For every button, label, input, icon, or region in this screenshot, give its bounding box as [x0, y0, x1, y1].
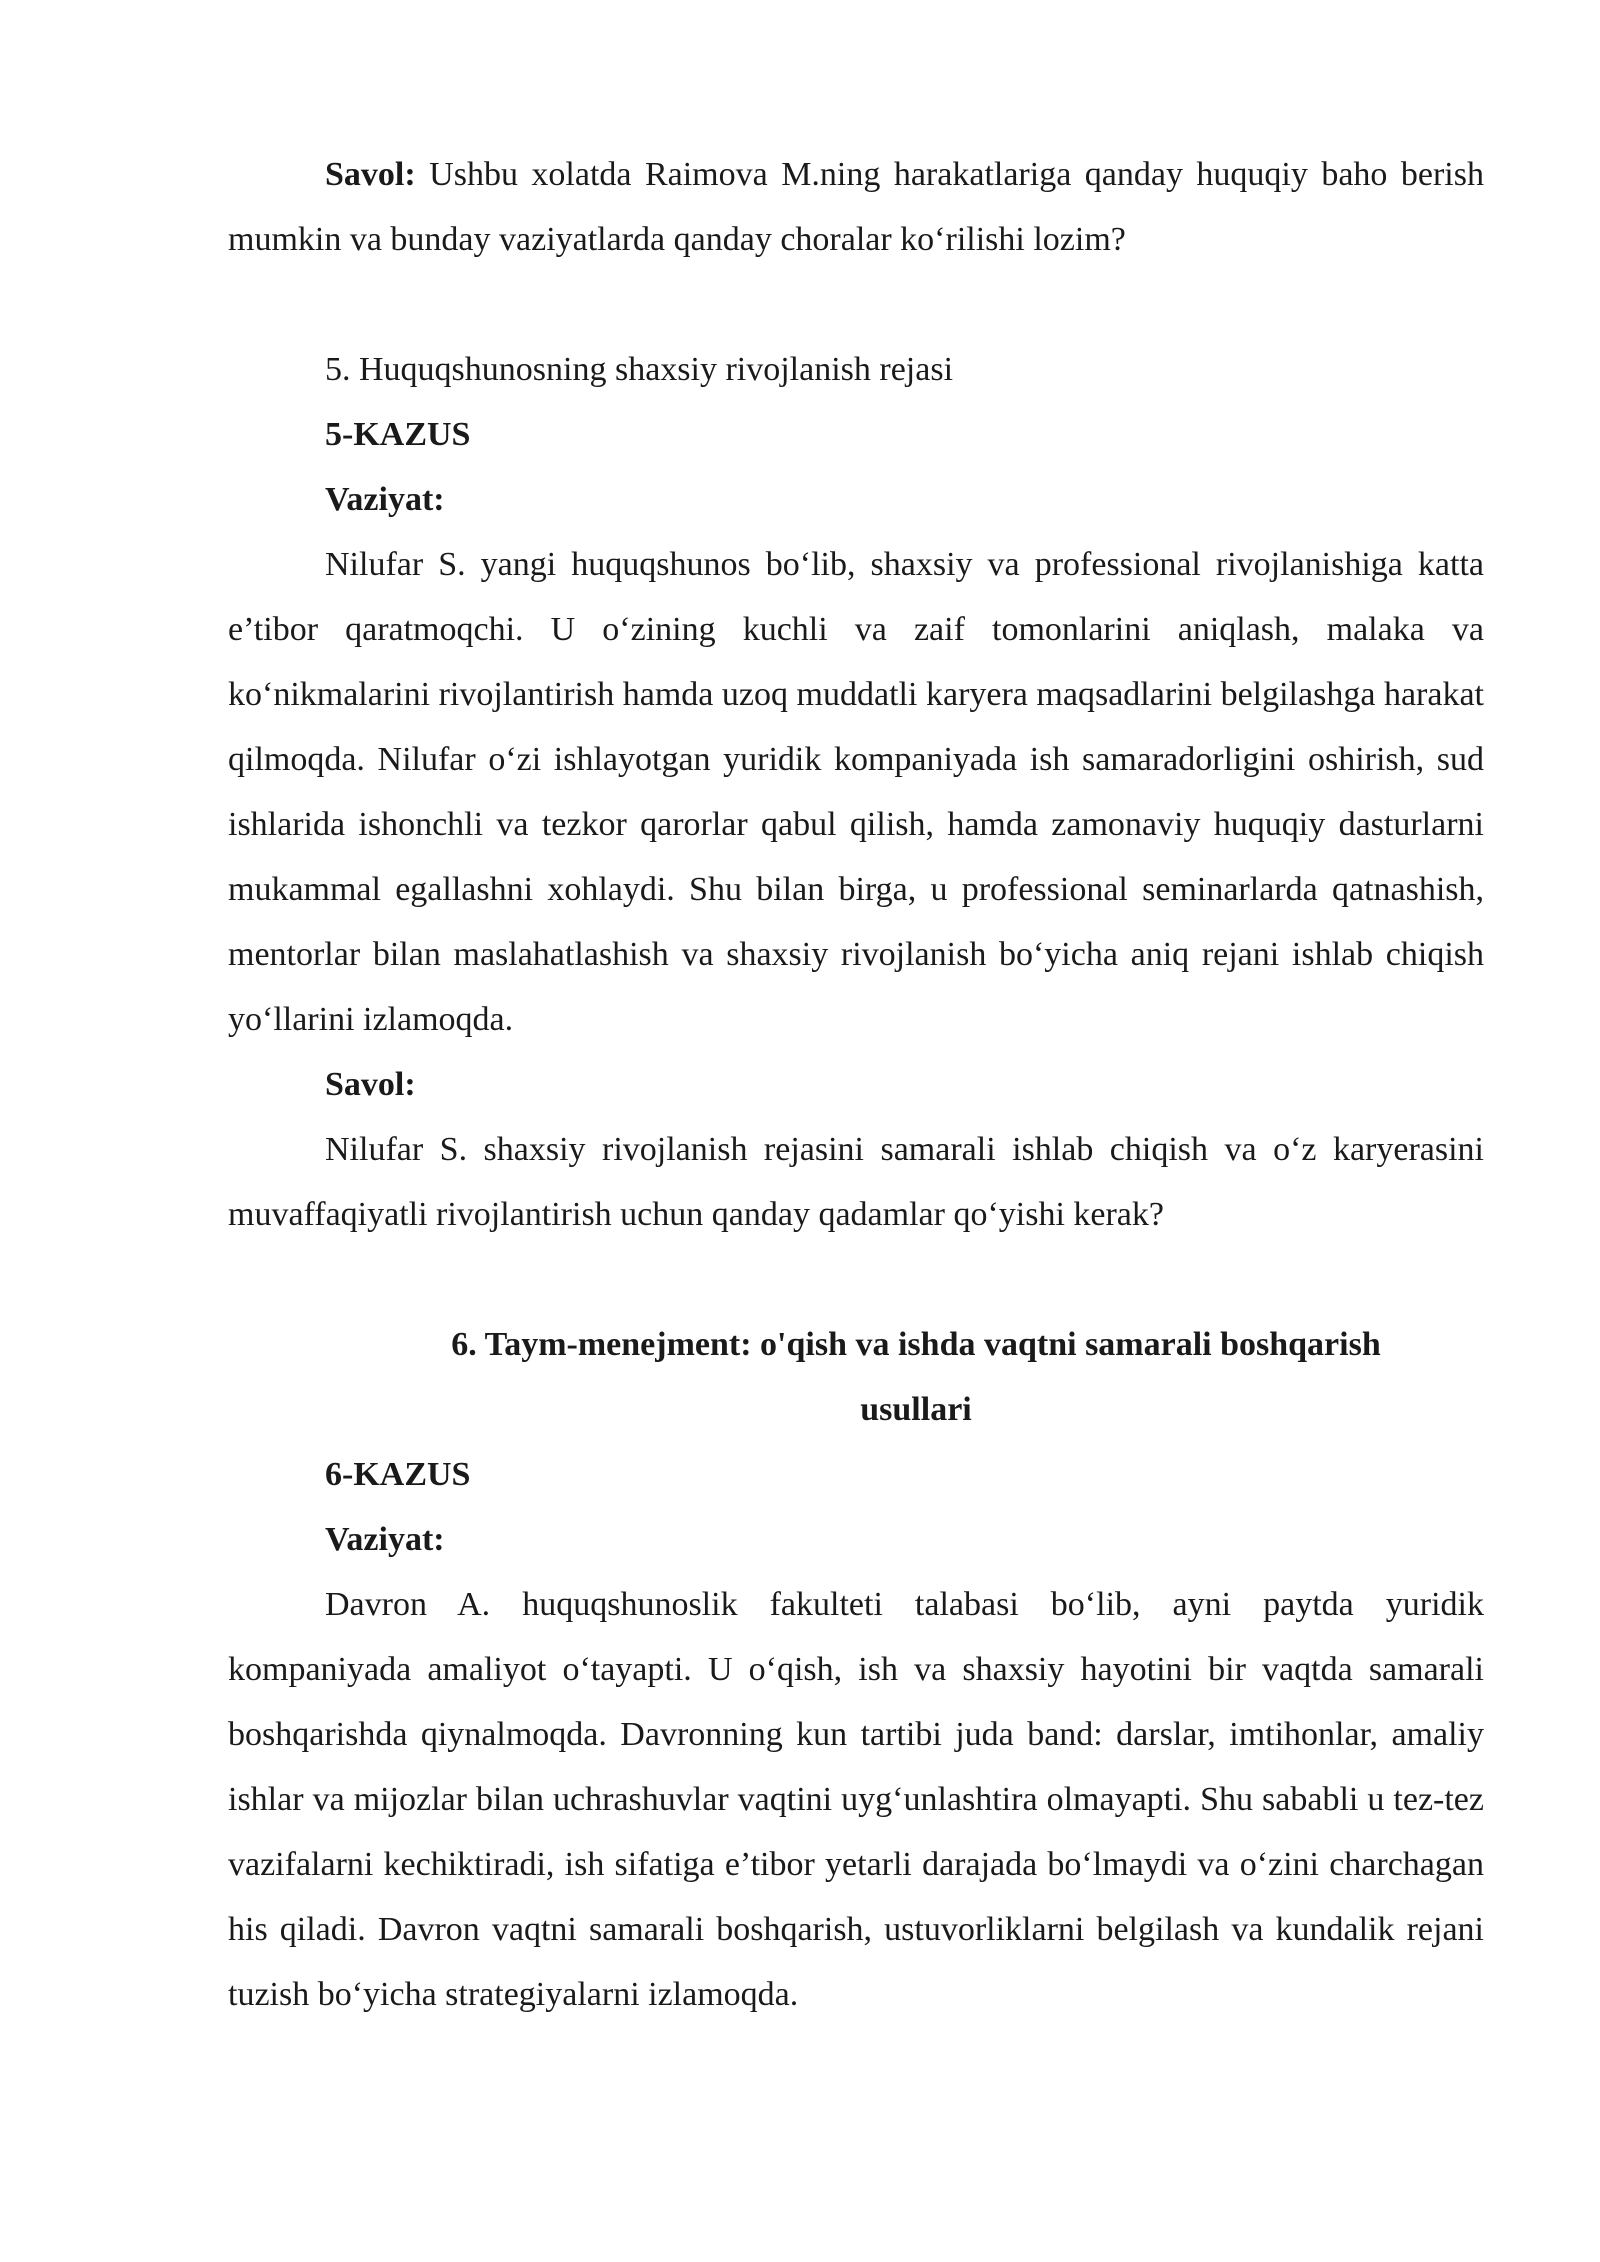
situation-paragraph: Nilufar S. yangi huquqshunos bo‘lib, shaxsiy va professional rivojlanishiga katta e’tibor qaratmoqchi. U o‘zining kuchli va zaif tomonlarini aniqlash, malaka va ko‘nikmalarini rivojlantirish hamda uzoq muddatli karyera maqsadlarini belgilashga harakat qilmoqda. Nilufar o‘zi ishlayotgan yuridik kompaniyada ish samaradorligini oshirish, sud ishlarida ishonchli va tezkor qarorlar qabul qilish, hamda zamonaviy huquqiy dasturlarni mukammal egallashni xohlaydi. Shu bilan birga, u professional seminarlarda qatnashish, mentorlar bilan maslahatlashish va shaxsiy rivojlanish bo‘yicha aniq rejani ishlab chiqish yo‘llarini izlamoqda.: [228, 546, 1484, 1038]
section-5-title: 5. Huquqshunosning shaxsiy rivojlanish rejasi: [325, 351, 954, 388]
spacer: [228, 272, 1484, 337]
situation-label: Vaziyat:: [325, 1521, 445, 1558]
section-6-title: [228, 1312, 1484, 1442]
situation-paragraph: Davron A. huquqshunoslik fakulteti talabasi bo‘lib, ayni paytda yuridik kompaniyada amaliyot o‘tayapti. U o‘qish, ish va shaxsiy hayotini bir vaqtda samarali boshqarishda qiynalmoqda. Davronning kun tartibi juda band: darslar, imtihonlar, amaliy ishlar va mijozlar bilan uchrashuvlar vaqtini uyg‘unlashtira olmayapti. Shu sababli u tez-tez vazifalarni kechiktiradi, ish sifatiga e’tibor yetarli darajada bo‘lmaydi va o‘zini charchagan his qiladi. Davron vaqtni samarali boshqarish, ustuvorliklarni belgilash va kundalik rejani tuzish bo‘yicha strategiyalarni izlamoqda.: [228, 1586, 1484, 2013]
question-label: Savol:: [325, 1066, 416, 1103]
case-5-heading: 5-KAZUS: [325, 416, 471, 453]
question-paragraph: Nilufar S. shaxsiy rivojlanish rejasini samarali ishlab chiqish va o‘z karyerasini muvaffaqiyatli rivojlantirish uchun qanday qadamlar qo‘yishi kerak?: [228, 1131, 1484, 1233]
section-6-title-line-2: usullari: [860, 1391, 972, 1428]
spacer: [228, 1247, 1484, 1312]
section-6-title-line-1: 6. Taym-menejment: o'qish va ishda vaqtni samarali boshqarish: [451, 1326, 1381, 1363]
situation-label: Vaziyat:: [325, 481, 445, 518]
question-text: Ushbu xolatda Raimova M.ning harakatlariga qanday huquqiy baho berish mumkin va bunday vaziyatlarda qanday choralar ko‘rilishi lozim?: [228, 156, 1484, 258]
question-paragraph: [228, 142, 1484, 272]
document-body: [228, 142, 1484, 2027]
question-label: Savol:: [325, 156, 416, 193]
case-6-heading: 6-KAZUS: [325, 1456, 471, 1493]
